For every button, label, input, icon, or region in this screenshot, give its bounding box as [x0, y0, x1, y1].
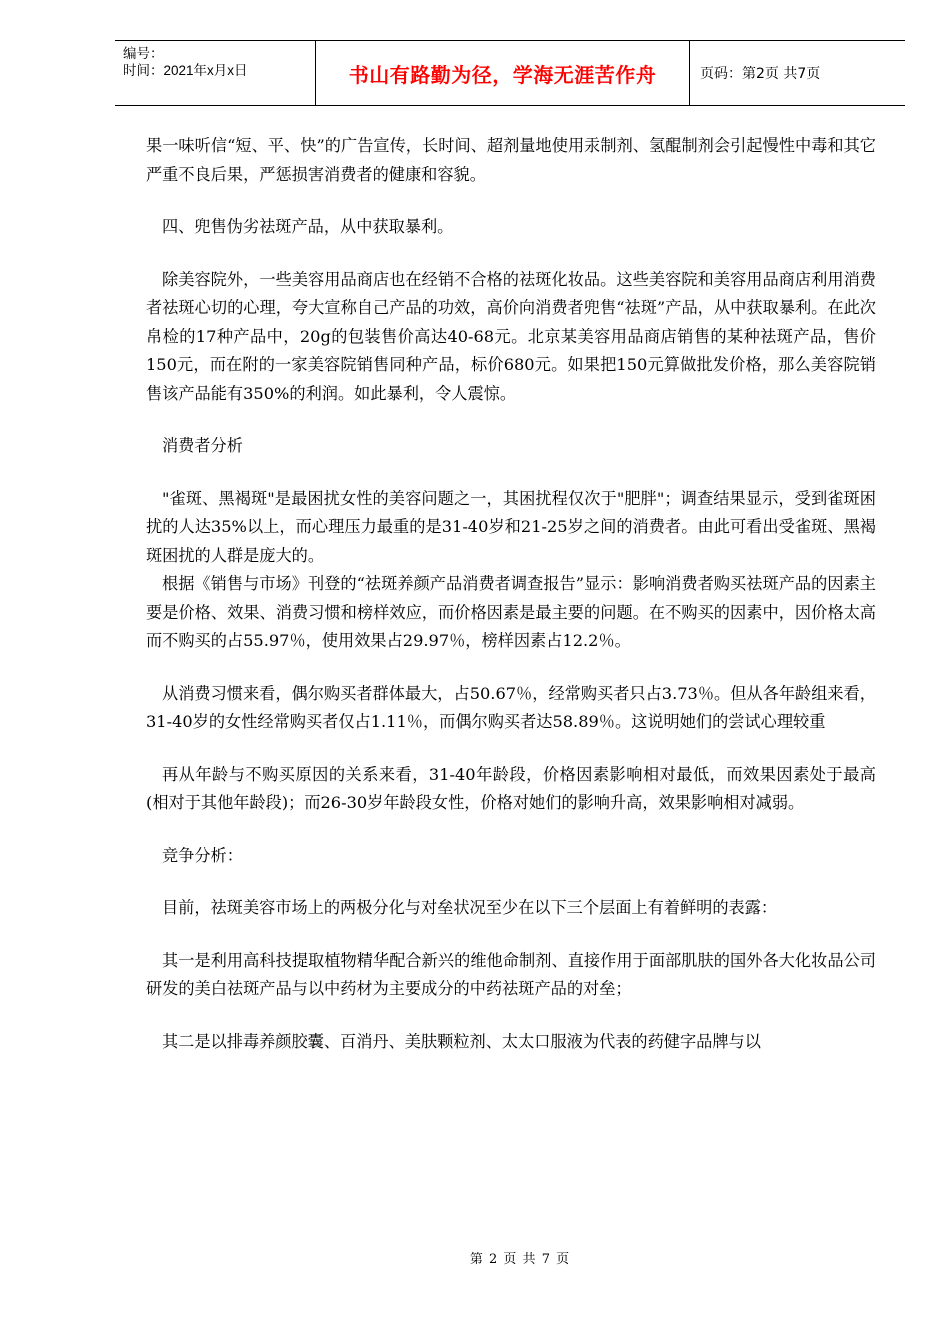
header-motto: 书山有路勤为径，学海无涯苦作舟: [348, 62, 657, 87]
header-meta: [115, 41, 316, 105]
paragraph: "雀斑、黑褐斑"是最困扰女性的美容问题之一，其困扰程仅次于"肥胖"；调查结果显示，受到雀斑困扰的人达35%以上，而心理压力最重的是31-40岁和21-25岁之间的消费者。由此可看出受雀斑、黑褐斑困扰的人群是庞大的。: [146, 488, 876, 565]
document-number-label: 编号：: [123, 46, 164, 61]
document-header: [115, 40, 905, 106]
paragraph: 从消费习惯来看，偶尔购买者群体最大，占50.67％，经常购买者只占3.73％。但从各年龄组来看，31-40岁的女性经常购买者仅占1.11％，而偶尔购买者达58.89％。这说明她们的尝试心理较重: [146, 683, 876, 731]
paragraph: 除美容院外，一些美容用品商店也在经销不合格的祛斑化妆品。这些美容院和美容用品商店利用消费者祛斑心切的心理，夸大宣称自己产品的功效，高价向消费者兜售“祛斑”产品，从中获取暴利。在此次帛检的17种产品中，20g的包装售价高达40-68元。北京某美容用品商店销售的某种祛斑产品，售价150元，而在附的一家美容院销售同种产品，标价680元。如果把150元算做批发价格，那么美容院销售该产品能有350%的利润。如此暴利，令人震惊。: [146, 269, 876, 403]
paragraph: 其二是以排毒养颜胶囊、百消丹、美肤颗粒剂、太太口服液为代表的药健字品牌与以: [162, 1031, 761, 1051]
document-body: [146, 132, 876, 1056]
paragraph: 根据《销售与市场》刊登的“祛斑养颜产品消费者调查报告”显示：影响消费者购买祛斑产品的因素主要是价格、效果、消费习惯和榜样效应，而价格因素是最主要的问题。在不购买的因素中，因价格太高而不购买的占55.97％，使用效果占29.97％，榜样因素占12.2％。: [146, 574, 876, 650]
header-page-number: 页码：第2页 共7页: [700, 66, 821, 82]
header-page-cell: [690, 41, 905, 105]
paragraph: 目前，祛斑美容市场上的两极分化与对垒状况至少在以下三个层面上有着鲜明的表露：: [162, 898, 778, 917]
paragraph: 果一味听信“短、平、快”的广告宣传，长时间、超剂量地使用汞制剂、氢醌制剂会引起慢性中毒和其它严重不良后果，严惩损害消费者的健康和容貌。: [146, 136, 876, 184]
paragraph: 其一是利用高科技提取植物精华配合新兴的维他命制剂、直接作用于面部肌肤的国外各大化妆品公司研发的美白祛斑产品与以中药材为主要成分的中药祛斑产品的对垒；: [146, 950, 876, 998]
paragraph: 再从年龄与不购买原因的关系来看，31-40年龄段，价格因素影响相对最低，而效果因素处于最高(相对于其他年龄段)；而26-30岁年龄段女性，价格对她们的影响升高，效果影响相对减弱。: [146, 764, 876, 812]
section-heading: 消费者分析: [162, 436, 243, 455]
section-heading: 竞争分析：: [162, 845, 243, 865]
page-footer: 第 2 页 共 7 页: [469, 1252, 571, 1267]
document-time-label: 时间：2021年x月x日: [123, 63, 248, 78]
section-heading: 四、兜售伪劣祛斑产品，从中获取暴利。: [162, 217, 454, 236]
header-motto-cell: [316, 41, 690, 105]
